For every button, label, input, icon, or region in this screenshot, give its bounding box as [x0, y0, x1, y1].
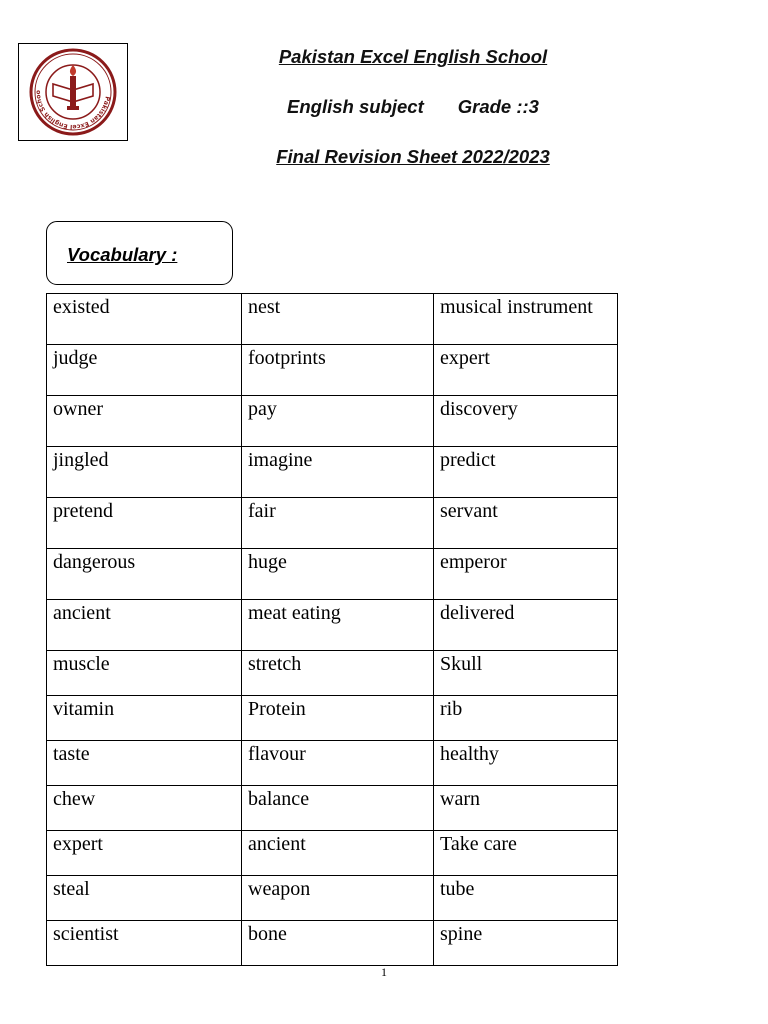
- table-row: [47, 921, 618, 966]
- table-row: [47, 396, 618, 447]
- vocabulary-word-cell: balance: [242, 786, 434, 831]
- vocabulary-word-cell: taste: [47, 741, 242, 786]
- vocabulary-word-cell: scientist: [47, 921, 242, 966]
- subject-label: English subject: [287, 96, 424, 117]
- vocabulary-word-cell: footprints: [242, 345, 434, 396]
- vocabulary-word-cell: pay: [242, 396, 434, 447]
- sheet-title: Final Revision Sheet 2022/2023: [276, 146, 550, 167]
- vocabulary-word-cell: stretch: [242, 651, 434, 696]
- subject-grade-line: [0, 96, 768, 118]
- vocabulary-word-cell: ancient: [47, 600, 242, 651]
- vocabulary-word-cell: predict: [434, 447, 618, 498]
- vocabulary-word-cell: Skull: [434, 651, 618, 696]
- table-row: [47, 498, 618, 549]
- vocabulary-word-cell: healthy: [434, 741, 618, 786]
- vocabulary-word-cell: weapon: [242, 876, 434, 921]
- vocabulary-word-cell: musical instrument: [434, 294, 618, 345]
- page-number: 1: [381, 965, 387, 979]
- vocabulary-word-cell: ancient: [242, 831, 434, 876]
- vocabulary-word-cell: existed: [47, 294, 242, 345]
- table-row: [47, 600, 618, 651]
- vocabulary-word-cell: tube: [434, 876, 618, 921]
- vocabulary-word-cell: rib: [434, 696, 618, 741]
- vocabulary-word-cell: Take care: [434, 831, 618, 876]
- table-row: [47, 786, 618, 831]
- vocabulary-word-cell: flavour: [242, 741, 434, 786]
- vocabulary-word-cell: huge: [242, 549, 434, 600]
- school-name: Pakistan Excel English School: [278, 46, 548, 67]
- vocabulary-word-cell: meat eating: [242, 600, 434, 651]
- logo-ring-text: Pakistan Excel English Schoo: [34, 90, 111, 131]
- vocabulary-word-cell: discovery: [434, 396, 618, 447]
- vocabulary-word-cell: Protein: [242, 696, 434, 741]
- table-row: [47, 741, 618, 786]
- vocabulary-word-cell: nest: [242, 294, 434, 345]
- vocabulary-word-cell: jingled: [47, 447, 242, 498]
- vocabulary-word-cell: spine: [434, 921, 618, 966]
- vocabulary-word-cell: owner: [47, 396, 242, 447]
- table-row: [47, 294, 618, 345]
- grade-label: Grade ::3: [457, 96, 539, 117]
- vocabulary-table: [46, 293, 618, 966]
- vocabulary-heading: Vocabulary :: [67, 244, 178, 265]
- table-row: [47, 876, 618, 921]
- table-row: [47, 831, 618, 876]
- vocabulary-word-cell: dangerous: [47, 549, 242, 600]
- vocabulary-word-cell: expert: [47, 831, 242, 876]
- vocabulary-word-cell: expert: [434, 345, 618, 396]
- vocabulary-word-cell: muscle: [47, 651, 242, 696]
- vocabulary-word-cell: warn: [434, 786, 618, 831]
- vocabulary-word-cell: imagine: [242, 447, 434, 498]
- vocabulary-word-cell: vitamin: [47, 696, 242, 741]
- vocabulary-word-cell: fair: [242, 498, 434, 549]
- vocabulary-word-cell: emperor: [434, 549, 618, 600]
- vocabulary-word-cell: bone: [242, 921, 434, 966]
- vocabulary-word-cell: steal: [47, 876, 242, 921]
- vocabulary-word-cell: pretend: [47, 498, 242, 549]
- vocabulary-word-cell: servant: [434, 498, 618, 549]
- vocabulary-word-cell: delivered: [434, 600, 618, 651]
- table-row: [47, 549, 618, 600]
- vocabulary-word-cell: chew: [47, 786, 242, 831]
- vocabulary-heading-box: [46, 221, 233, 285]
- table-row: [47, 696, 618, 741]
- table-row: [47, 447, 618, 498]
- table-row: [47, 651, 618, 696]
- vocabulary-word-cell: judge: [47, 345, 242, 396]
- table-row: [47, 345, 618, 396]
